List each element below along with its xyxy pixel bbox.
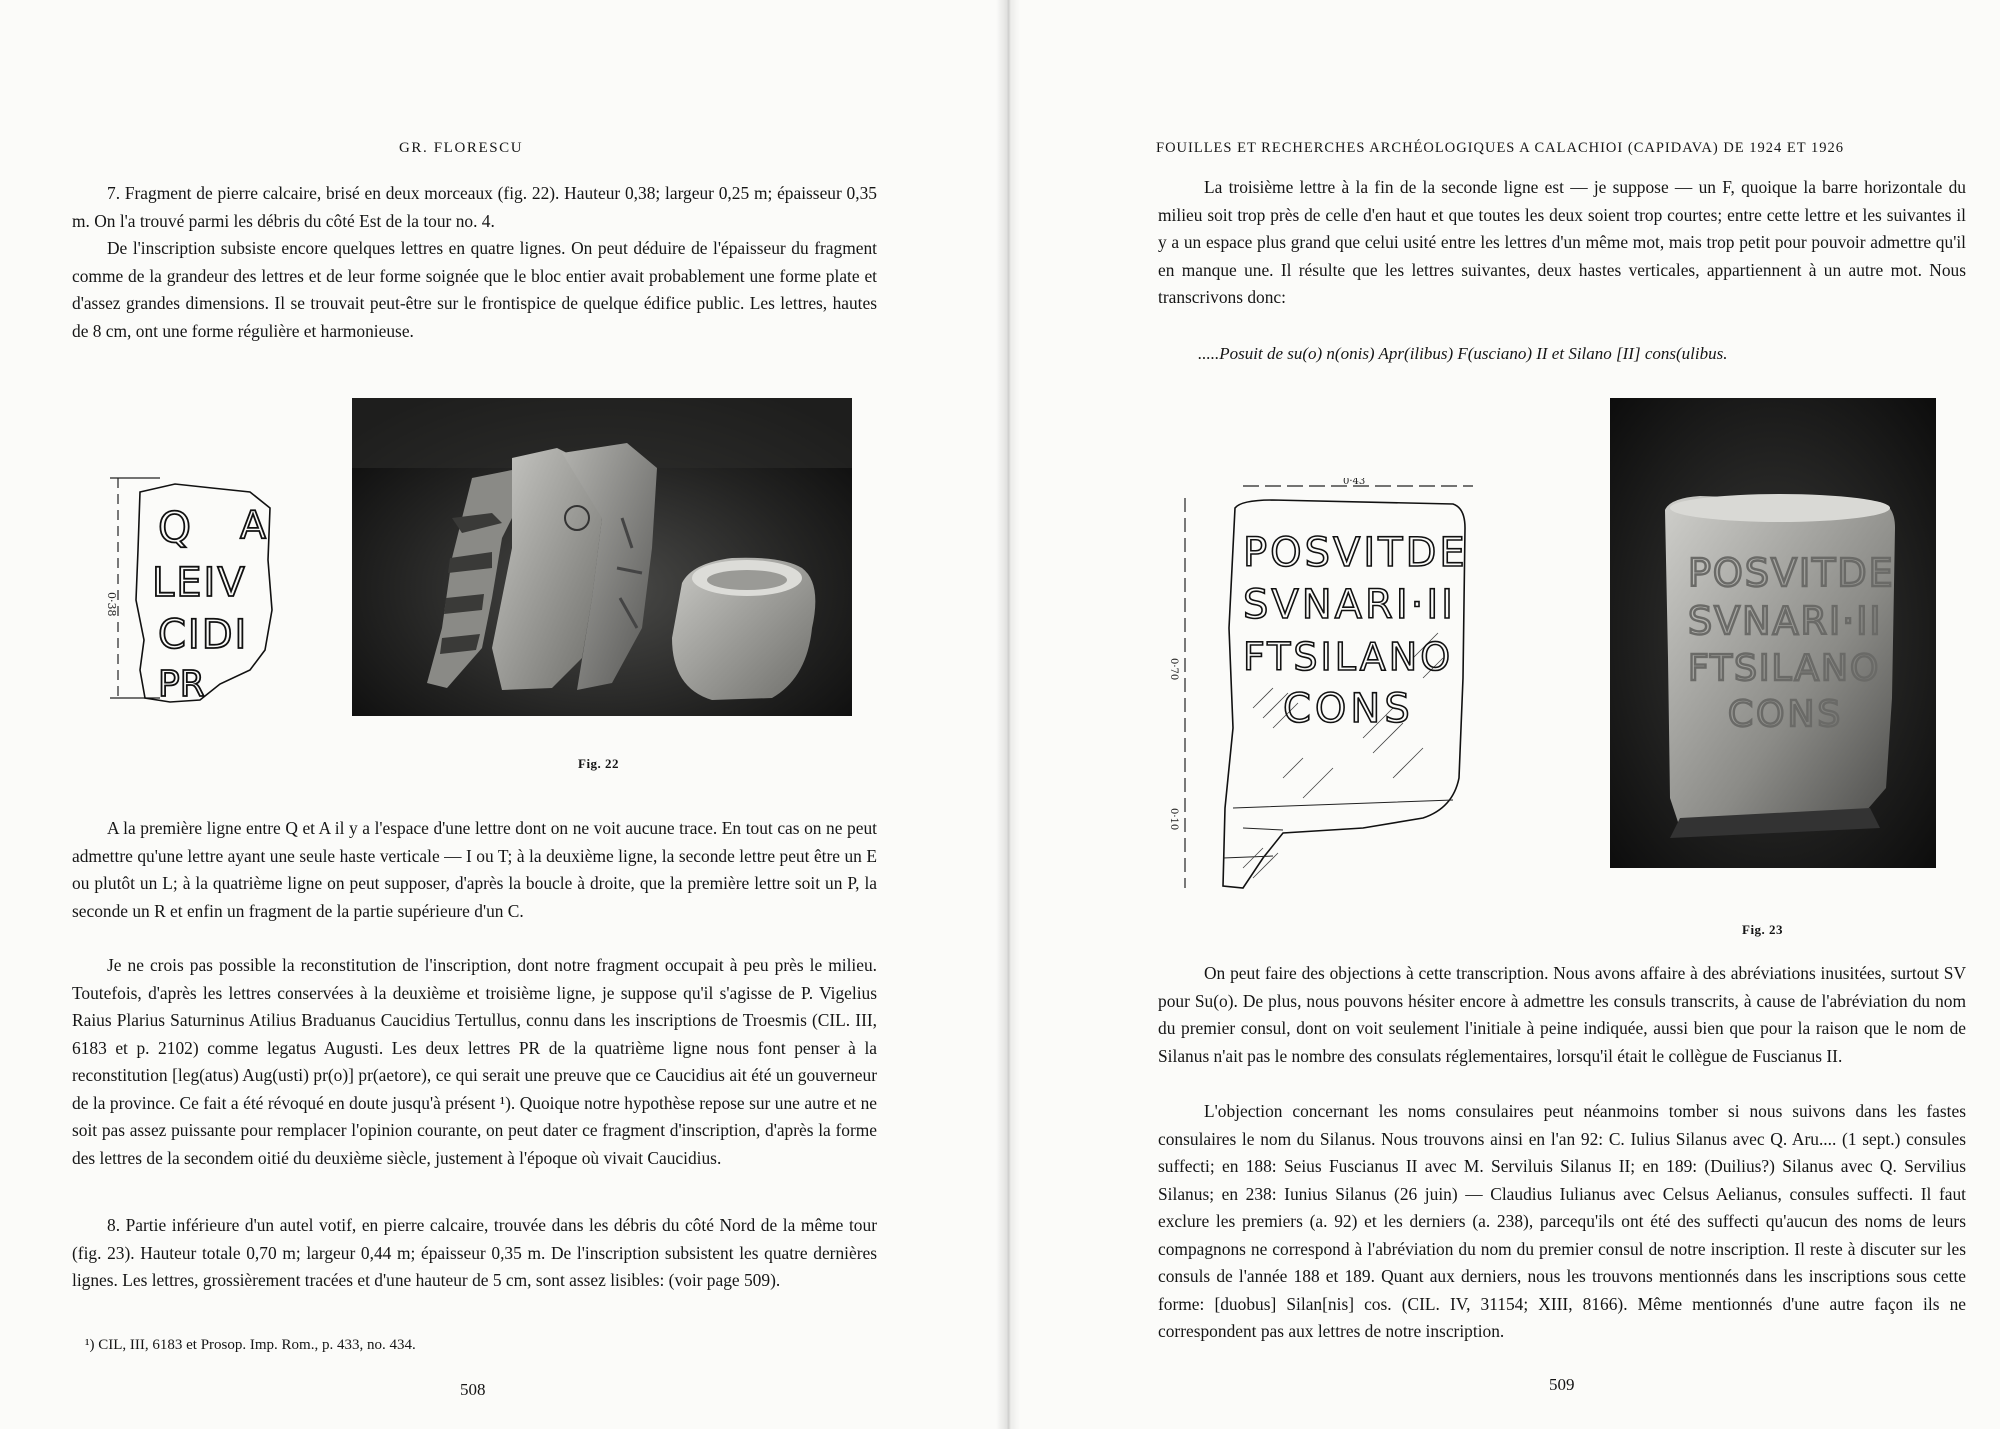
fig22-photograph: [352, 398, 852, 716]
right-page: [1008, 0, 2000, 1429]
drawing-letter: CIDI: [158, 612, 249, 658]
fig23-photograph: [1610, 398, 1936, 868]
drawing-letter: SVNARI·II: [1243, 582, 1456, 628]
dimension-label: 0·10: [1168, 808, 1179, 831]
drawing-letter: A: [240, 503, 266, 547]
paragraph: De l'inscription subsiste encore quelques lettres en quatre lignes. On peut déduire de l'épaisseur du fragment comme de la grandeur des lettres et de leur forme soignée que le bloc entier avait probablement une forme plate et d'assez grandes dimensions. Il se trouvait peut-être sur le frontispice de quelque édifice public. Les lettres, hautes de 8 cm, ont une forme régulière et harmonieuse.: [72, 238, 877, 341]
drawing-letter: FTSILANO: [1243, 635, 1454, 679]
photo-letter: CONS: [1728, 694, 1844, 735]
fig22-drawing: [100, 470, 305, 705]
dimension-label: 0·70: [1168, 658, 1179, 681]
transcription: .....Posuit de su(o) n(onis) Apr(ilibus) F(usciano) II et Silano [II] cons(ulibus.: [1198, 344, 1728, 363]
fig23-drawing: [1163, 478, 1493, 900]
paragraph: La troisième lettre à la fin de la seconde ligne est — je suppose — un F, quoique la barre horizontale du milieu soit trop près de celle d'en haut et que toutes les deux soient trop courtes; entre cette lettre et les suivantes il y a un espace plus grand que celui usité entre les lettres d'un même mot, mais trop petit pour pouvoir admettre qu'il en manque une. Il résulte que les lettres suivantes, deux hastes verticales, appartiennent à un autre mot. Nous transcrivons donc:: [1158, 177, 1966, 307]
page-number: 509: [1549, 1375, 1575, 1394]
dimension-label: 0·38: [105, 592, 118, 617]
paragraph: A la première ligne entre Q et A il y a l'espace d'une lettre dont on ne voit aucune trace. En tout cas on ne peut admettre qu'une lettre ayant une seule haste verticale — I ou T; à la deuxième ligne, la seconde lettre peut être un E ou plutôt un L; à la quatrième ligne on peut supposer, d'après la boucle à droite, que la première lettre soit un P, la seconde un R et enfin un fragment de la partie supérieure d'un C.: [72, 818, 877, 921]
photo-letter: SVNARI·II: [1688, 599, 1883, 643]
photo-letter: POSVITDE: [1688, 551, 1895, 595]
drawing-letter: POSVITDE: [1243, 530, 1468, 576]
drawing-letter: PR: [158, 664, 205, 705]
figure-caption: Fig. 23: [1742, 922, 1784, 937]
running-head: GR. FLORESCU: [399, 140, 524, 156]
dimension-label: 0·43: [1343, 478, 1366, 487]
paragraph: L'objection concernant les noms consulaires peut néanmoins tomber si nous suivons dans les fastes consulaires le nom du Silanus. Nous trouvons ainsi en l'an 92: C. Iulius Silanus avec Q. Aru.... (1 sept.) consules suffecti; en 188: Seius Fuscianus II avec M. Serviluis Silanus II; en 189: (Duilius?) Silanus avec Q. Servilius Silanus; en 238: Iunius Silanus (26 juin) — Claudius Iulianus avec Celsus Aelianus, consules suffecti. Il faut exclure les premiers (a. 92) et les derniers (a. 238), parcequ'ils ont été des suffecti qu'aucun des noms de leurs compagnons ne correspond à l'abréviation du nom du premier consul de notre inscription. Il reste à discuter sur les consuls de l'année 188 et 189. Quant aux derniers, nous les trouvons mentionnés dans les inscriptions sous cette forme: [duobus] Silan[nis] cos. (CIL. IV, 31154; XIII, 8166). Même mentionnés d'une autre façon ils ne correspondent pas aux lettres de notre inscription.: [1158, 1101, 1966, 1341]
drawing-letter: LEIV: [152, 560, 247, 606]
figure-caption: Fig. 22: [578, 756, 620, 771]
paragraph: On peut faire des objections à cette transcription. Nous avons affaire à des abréviations inusitées, surtout SV pour Su(o). De plus, nous pouvons hésiter encore à admettre les consuls transcrits, à cause de l'abréviation du nom du premier consul, dont on voit seulement l'initiale à peine indiquée, aussi bien que pour la raison que le nom de Silanus n'ait pas le nombre des consulats réglementaires, lorsqu'il était le collègue de Fuscianus II.: [1158, 963, 1966, 1066]
photo-letter: FTSILANO: [1688, 648, 1881, 689]
running-head: FOUILLES ET RECHERCHES ARCHÉOLOGIQUES A CALACHIOI (CAPIDAVA) DE 1924 ET 1926: [1156, 140, 1844, 156]
paragraph: 7. Fragment de pierre calcaire, brisé en deux morceaux (fig. 22). Hauteur 0,38; largeur 0,25 m; épaisseur 0,35 m. On l'a trouvé parmi les débris du côté Est de la tour no. 4.: [72, 183, 877, 231]
drawing-letter: CONS: [1283, 686, 1414, 732]
book-gutter: [996, 0, 1020, 1429]
drawing-letter: Q: [158, 503, 192, 552]
footnote: ¹) CIL, III, 6183 et Prosop. Imp. Rom., p. 433, no. 434.: [85, 1337, 416, 1353]
paragraph: Je ne crois pas possible la reconstitution de l'inscription, dont notre fragment occupait à peu près le milieu. Toutefois, d'après les lettres conservées à la deuxième et troisième ligne, je suppose qu'il s'agisse de P. Vigelius Raius Plarius Saturninus Atilius Braduanus Caucidius Tertullus, connu dans les inscriptions de Troesmis (CIL. III, 6183 et p. 2102) comme legatus Augusti. Les deux lettres PR de la quatrième ligne nous font penser à la reconstitution [leg(atus) Aug(usti) pr(o)] pr(aetore), ce qui serait une preuve que ce Caucidius ait été un gouverneur de la province. Ce fait a été révoqué en doute jusqu'à présent ¹). Quoique notre hypothèse repose sur une autre et ne soit pas assez puissante pour remplacer l'opinion courante, on peut dater ce fragment d'inscription, d'après la forme des lettres de la secondem oitié du deuxième siècle, justement à l'époque où vivait Caucidius.: [72, 955, 877, 1168]
page-number: 508: [460, 1380, 486, 1399]
paragraph: 8. Partie inférieure d'un autel votif, en pierre calcaire, trouvée dans les débris du côté Nord de la même tour (fig. 23). Hauteur totale 0,70 m; largeur 0,44 m; épaisseur 0,35 m. De l'inscription subsistent les quatre dernières lignes. Les lettres, grossièrement tracées et d'une hauteur de 5 cm, sont assez lisibles: (voir page 509).: [72, 1215, 877, 1290]
